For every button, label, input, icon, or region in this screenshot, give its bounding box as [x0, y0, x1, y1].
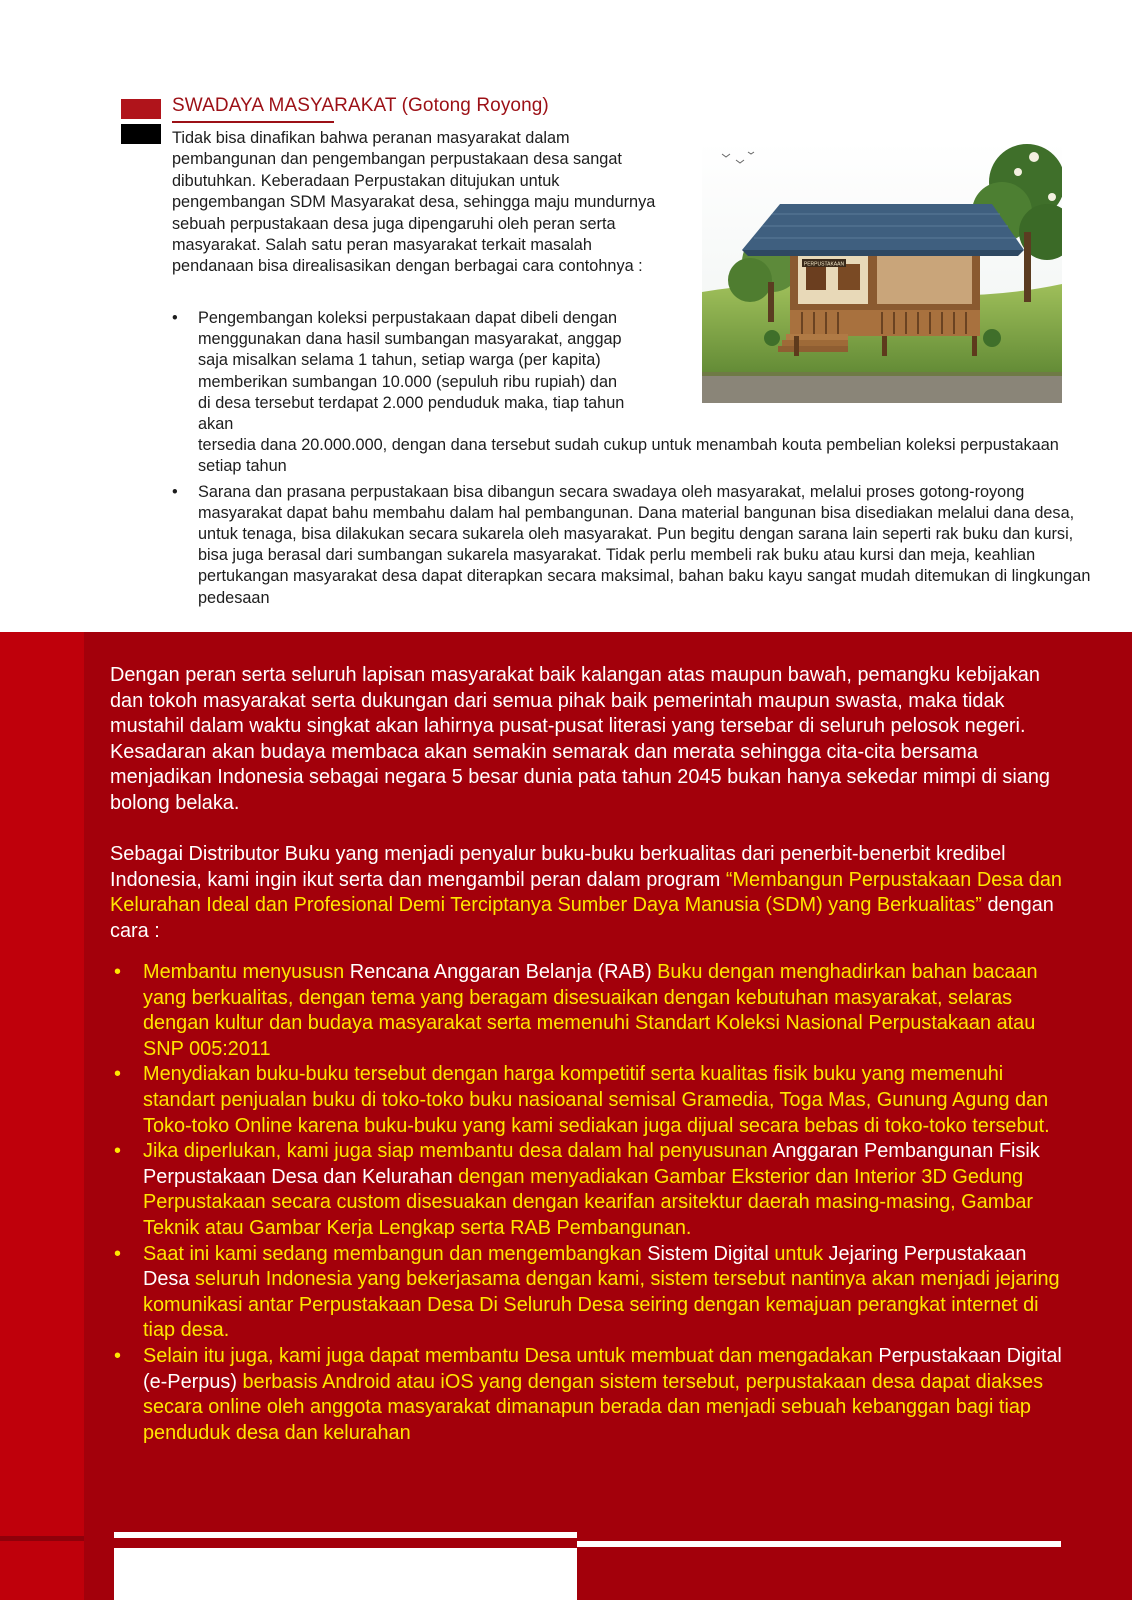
- list-item: • Sarana dan prasana perpustakaan bisa dibangun secara swadaya oleh masyarakat, melalui proses gotong-royong masyarakat dapat bahu membahu dalam hal pembangunan. Dana material bangunan bisa disediakan melalui dana desa, untuk tenaga, bisa dilakukan secara sukarela oleh masyarakat. Pun begitu dengan sarana lain seperti rak buku dan kursi, bisa juga berasal dari sumbangan sukarela masyarakat. Tidak perlu membeli rak buku atau kursi dan meja, keahlian pertukangan masyarakat desa dapat diterapkan secara maksimal, bahan baku kayu sangat mudah ditemukan di lingkungan pedesaan: [172, 482, 1098, 609]
- list-item: • Membantu menyususn Rencana Anggaran Belanja (RAB) Buku dengan menghadirkan bahan bacaan yang berkualitas, dengan tema yang beragam disesuaikan dengan kebutuhan masyarakat, selaras dengan kultur dan budaya masyarakat serta memenuhi Standart Koleksi Nasional Perpustakaan atau SNP 005:2011: [114, 960, 1074, 1062]
- closing-paragraph: Dengan peran serta seluruh lapisan masyarakat baik kalangan atas maupun bawah, pemangku kebijakan dan tokoh masyarakat serta dukungan dari semua pihak baik pemerintah maupun swasta, maka tidak mustahil dalam waktu singkat akan lahirnya pusat-pusat literasi yang tersebar di seluruh pelosok negeri. Kesadaran akan budaya membaca akan semakin semarak dan merata sehingga cita-cita bersama menjadikan Indonesia sebagai negara 5 besar dunia pata tahun 2045 bukan hanya sekedar mimpi di siang bolong belaka.: [110, 664, 1050, 814]
- black-square-marker: [121, 124, 161, 144]
- list-item: • Jika diperlukan, kami juga siap membantu desa dalam hal penyusunan Anggaran Pembangunan Fisik Perpustakaan Desa dan Kelurahan dengan menyadiakan Gambar Eksterior dan Interior 3D Gedung Perpustakaan secara custom disesuakan dengan kearifan arsitektur daerah masing-masing, Gambar Teknik atau Gambar Kerja Lengkap serta RAB Pembangunan.: [114, 1139, 1074, 1241]
- decor-bar: [577, 1541, 1061, 1547]
- list-item: • Menydiakan buku-buku tersebut dengan harga kompetitif serta kualitas fisik buku yang memenuhi standart penjualan buku di toko-toko buku nasioanal semisal Gramedia, Toga Mas, Gunung Agung dan Toko-toko Online karena buku-buku yang kami sediakan juga dijual secara bebas di toko-toko tersebut.: [114, 1062, 1074, 1139]
- services-list: [114, 960, 1074, 1446]
- intro-paragraph: Tidak bisa dinafikan bahwa peranan masyarakat dalam pembangunan dan pengembangan perpustakaan desa sangat dibutuhkan. Keberadaan Perpustakan ditujukan untuk pengembangan SDM Masyarakat desa, sehingga maju mundurnya sebuah perpustakaan desa juga dipengaruhi oleh peran serta masyarakat. Salah satu peran masyarakat terkait masalah pendanaan bisa direalisasikan dengan berbagai cara contohnya :: [172, 129, 656, 276]
- title-underline: [172, 121, 334, 123]
- red-square-marker: [121, 99, 161, 119]
- library-sign: PERPUSTAKAAN: [803, 261, 845, 268]
- decor-bar: [114, 1532, 577, 1538]
- program-name: “Membangun Perpustakaan Desa dan Kelurahan Ideal dan Profesional Demi Terciptanya Sumber Daya Manusia (SDM) yang Berkualitas”: [110, 868, 1062, 917]
- funding-examples-list: [172, 308, 1091, 609]
- list-item: • Saat ini kami sedang membangun dan mengembangkan Sistem Digital untuk Jejaring Perpustakaan Desa seluruh Indonesia yang bekerjasama dengan kami, sistem tersebut nantinya akan menjadi jejaring komunikasi antar Perpustakaan Desa Di Seluruh Desa seiring dengan kemajuan perangkat internet di tiap desa.: [114, 1242, 1074, 1344]
- list-item: • Pengembangan koleksi perpustakaan dapat dibeli dengan menggunakan dana hasil sumbangan masyarakat, anggap saja misalkan selama 1 tahun, setiap warga (per kapita) memberikan sumbangan 10.000 (sepuluh ribu rupiah) dan di desa tersebut terdapat 2.000 penduduk maka, tiap tahun akan tersedia dana 20.000.000, dengan dana tersebut sudah cukup untuk menambah kouta pembelian koleksi perpustakaan setiap tahun: [172, 308, 1072, 478]
- list-item: • Selain itu juga, kami juga dapat membantu Desa untuk membuat dan mengadakan Perpustakaan Digital (e-Perpus) berbasis Android atau iOS yang dengan sistem tersebut, perpustakaan desa dapat diakses secara online oleh anggota masyarakat dimanapun berada dan menjadi sebuah kebanggan bagi tiap penduduk desa dan kelurahan: [114, 1344, 1074, 1446]
- section-title: SWADAYA MASYARAKAT (Gotong Royong): [172, 95, 549, 116]
- distributor-paragraph: Sebagai Distributor Buku yang menjadi penyalur buku-buku berkualitas dari penerbit-benerbit kredibel Indonesia, kami ingin ikut serta dan mengambil peran dalam program “Membangun Perpustakaan Desa dan Kelurahan Ideal dan Profesional Demi Terciptanya Sumber Daya Manusia (SDM) yang Berkualitas” dengan cara :: [110, 843, 1062, 942]
- decor-line: [0, 1536, 84, 1541]
- red-side-stripe: [0, 632, 84, 1600]
- decor-block: [114, 1548, 577, 1600]
